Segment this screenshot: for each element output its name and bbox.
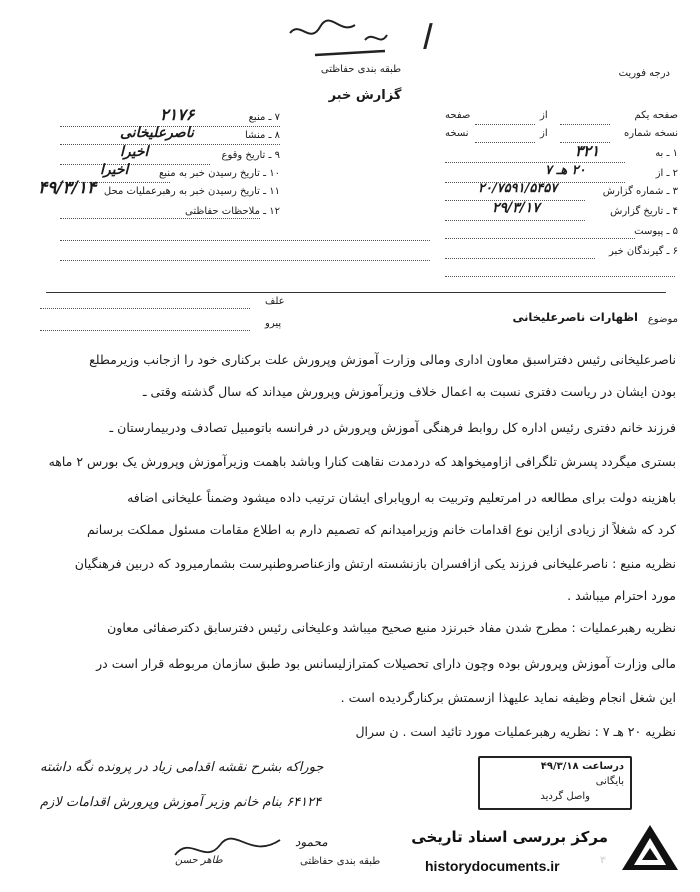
right-field-tail: صفحه — [445, 110, 471, 121]
right-field-tail: نسخه — [445, 128, 469, 139]
body-line: بودن ایشان در ریاست دفتری نسبت به اعمال خلاف وزیرآموزش وپرورش میداند که سال گذشته وقتی ـ — [142, 384, 676, 399]
left-field-label: ۱۰ ـ تاریخ رسیدن خبر به منبع — [158, 168, 280, 179]
right-field-label: ۲ ـ از — [655, 168, 678, 179]
receipt-stamp — [478, 756, 632, 810]
right-field-label: صفحه یکم — [634, 110, 678, 121]
stamp-bottom-text: واصل گردید — [540, 791, 590, 802]
handwritten-note: ۶۴۱۲۴ بنام خانم وزیر آموزش وپرورش اقدامات لازم — [40, 795, 322, 810]
top-scribble: ا — [420, 18, 430, 58]
left-field-value: ۲۱۷۶ — [160, 105, 195, 124]
left-field-label: ۷ ـ منبع — [248, 112, 280, 123]
right-field-label: ۵ ـ پیوست — [634, 226, 678, 237]
body-line: باهزینه دولت برای مطالعه در امرتعلیم وتربیت به اروپابرای ایشان ترتیب داده میشود وضمناً علیخانی اضافه — [127, 490, 676, 505]
right-field-value: ۲۰/۷۵۹۱/۵۴۵۷ — [478, 181, 558, 196]
left-field-label: ۱۲ ـ ملاحظات حفاظتی — [185, 206, 280, 217]
stamp-middle-text: بایگانی — [595, 776, 624, 787]
right-field-value: ۳۲۱ — [575, 142, 600, 160]
footer-signature: محمود — [295, 835, 328, 849]
left-field-label: ۱۱ ـ تاریخ رسیدن خبر به رهبرعملیات محل — [103, 186, 280, 197]
stamp-top-text: درساعت ۴۹/۳/۱۸ — [540, 761, 624, 772]
subject-label: موضوع — [647, 314, 678, 325]
right-field-label: ۳ ـ شماره گزارش — [602, 186, 678, 197]
body-line: کرد که شغلاً از زیادی ازاین نوع اقدامات خانم وزیرامیدانم که تصمیم دارم به اطلاع مقامات مسئول مملکت برسانم — [87, 522, 676, 537]
urgency-label: درجه فوریت — [618, 68, 670, 79]
watermark-logo-icon — [612, 820, 688, 882]
margin-line-2 — [40, 330, 250, 331]
body-line: نظریه ۲۰ هـ ۷ : نظریه رهبرعملیات مورد تائید است . ن سرال — [355, 724, 676, 739]
left-field-value: اخیرا — [100, 162, 129, 178]
right-field-label: ۶ ـ گیرندگان خبر — [608, 246, 678, 257]
watermark-url: historydocuments.ir — [425, 858, 560, 874]
top-classification-label: طبقه بندی حفاظتی — [320, 64, 402, 75]
margin-line-1 — [40, 308, 250, 309]
report-title: گزارش خبر — [328, 88, 402, 103]
left-field-value: ۴۹/۳/۱۴ — [38, 178, 97, 198]
footer-classification: طبقه بندی حفاظتی — [300, 856, 381, 867]
right-field-value: ۲۹/۳/۱۷ — [492, 200, 540, 216]
right-field-value: ۲۰ هـ ۷ — [545, 163, 586, 178]
right-field-label: ۴ ـ تاریخ گزارش — [610, 206, 678, 217]
margin-label-peyro: پیرو — [265, 318, 282, 329]
watermark-title: مرکز بررسی اسناد تاریخی — [411, 828, 608, 846]
top-handwriting-mark — [285, 15, 395, 65]
body-line: ناصرعلیخانی رئیس دفتراسبق معاون اداری ومالی وزارت آموزش وپرورش علت برکناری خود را ازجانب وزیرمطلع — [89, 352, 676, 367]
divider-line — [46, 292, 666, 293]
body-line: مورد احترام میباشد . — [567, 588, 676, 603]
left-field-value: ناصرعلیخانی — [120, 125, 194, 141]
handwritten-note: جوراکه بشرح نقشه اقدامی زیاد در پرونده نگه داشته — [40, 760, 324, 775]
handwritten-note: طاهر حسن — [175, 855, 223, 866]
subject-text: اظهارات ناصرعلیخانی — [512, 310, 638, 324]
left-field-label: ۸ ـ منشا — [244, 130, 280, 141]
right-field-mid: از — [540, 110, 548, 121]
body-line: بستری میگردد پسرش تلگرافی ازاومیخواهد که دردمدت نقاهت کنارا وباشد باهمت وزیرآموزش وپرورش یک بورس ۲ ماهه — [48, 454, 676, 469]
body-line: این شغل انجام وظیفه نماید علیهذا ازسمتش برکنارگردیده است . — [340, 690, 676, 705]
right-field-mid: از — [540, 128, 548, 139]
body-line: نظریه رهبرعملیات : مطرح شدن مفاد خبرنزد منبع صحیح میباشد وعلیخانی رئیس دفترسابق دکترصفائی معاون — [107, 620, 676, 635]
right-field-label: نسخه شماره — [624, 128, 678, 139]
left-field-label: ۹ ـ تاریخ وقوع — [221, 150, 280, 161]
body-line: نظریه منبع : ناصرعلیخانی فرزند یکی ازافسران بازنشسته ارتش وازعناصروطنپرست بشمارمیرود که دربین فرهنگیان — [74, 556, 676, 571]
margin-label-alaf: علف — [265, 296, 285, 307]
right-field-label: ۱ ـ به — [655, 148, 678, 159]
signature-mark — [170, 830, 290, 870]
left-field-value: اخیرا — [120, 144, 149, 160]
body-line: فرزند خانم دفتری رئیس اداره کل روابط فرهنگی آموزش وپرورش در فرانسه باتومبیل تصادف ودربیمارستان ـ — [109, 420, 676, 435]
body-line: مالی وزارت آموزش وپرورش بوده وچون دارای تحصیلات کمترازلیسانس بود طبق سازمان مربوطه قرار است در — [96, 656, 676, 671]
